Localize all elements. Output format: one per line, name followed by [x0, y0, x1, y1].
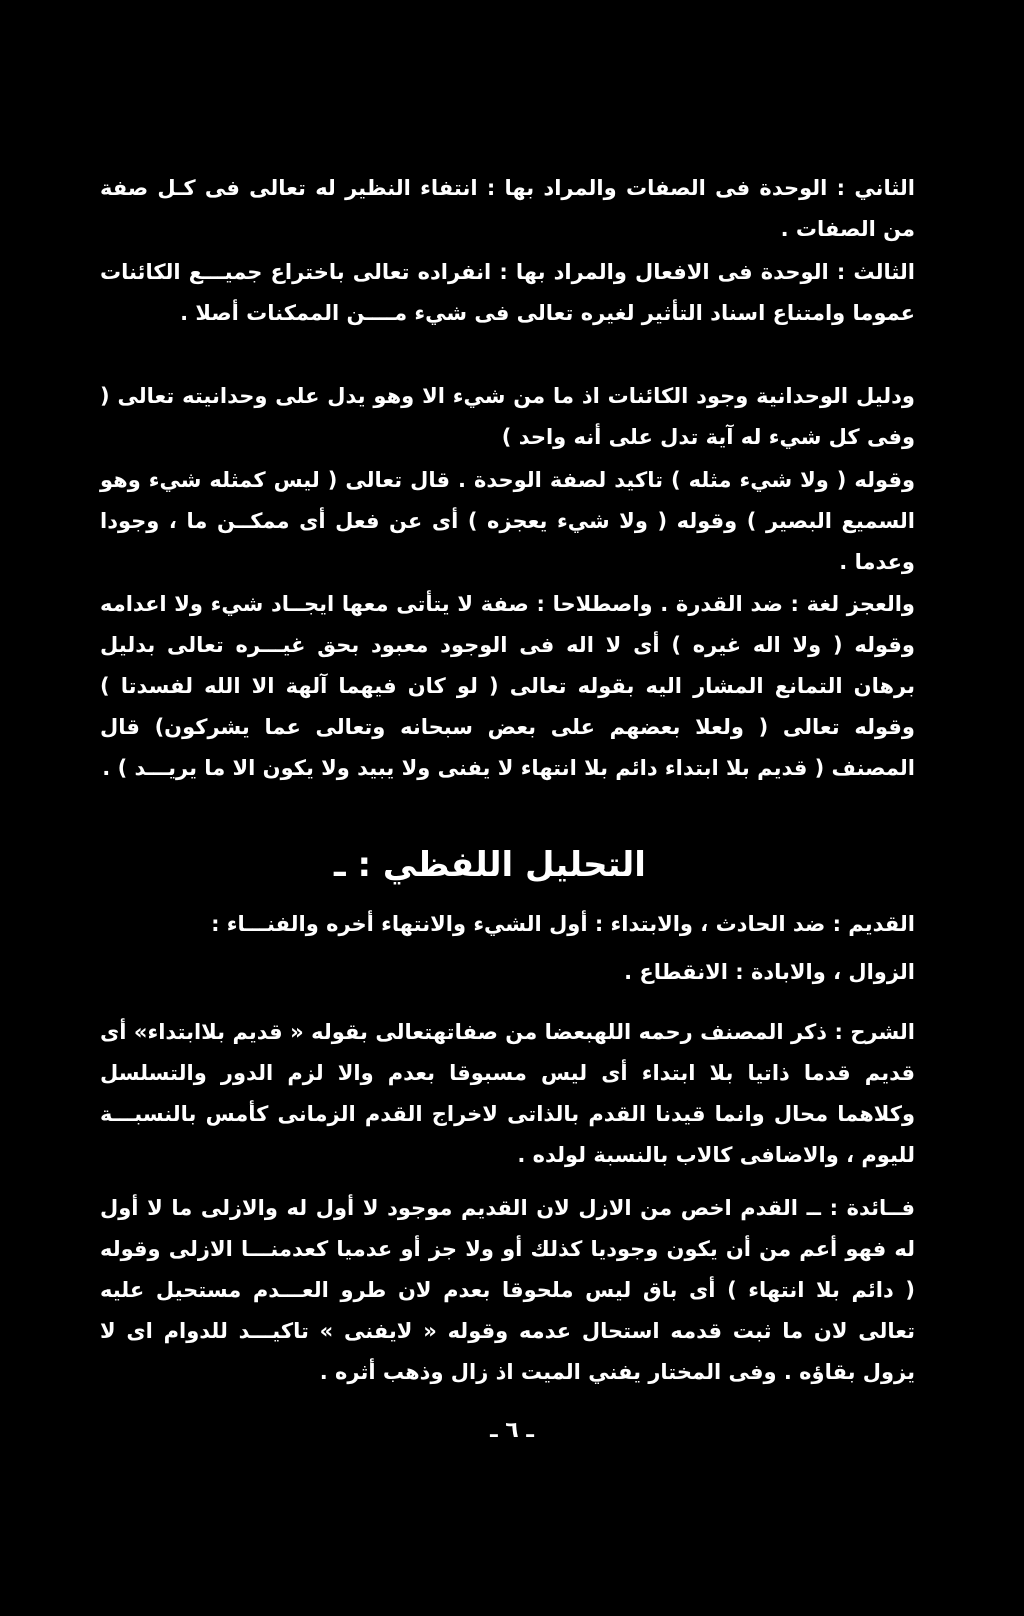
analysis-definitions-line: القديم : ضد الحادث ، والابتداء : أول الشيء والانتهاء أخره والفنـــاء :	[211, 912, 915, 936]
paragraph-oneness-actions: الثالث : الوحدة فى الافعال والمراد بها : انفراده تعالى باختراع جميـــع الكائنات عموما وامتناع اسناد التأثير لغيره تعالى فى شيء مــــن الممكنات أصلا .	[100, 260, 915, 325]
paragraph-oneness-attributes: الثاني : الوحدة فى الصفات والمراد بها : انتفاء النظير له تعالى فى كـل صفة من الصفات .	[100, 176, 915, 241]
analysis-definitions-continued: الزوال ، والابادة : الانقطاع .	[624, 960, 915, 984]
paragraph-proof-of-oneness: ودليل الوحدانية وجود الكائنات اذ ما من شيء الا وهو يدل على وحدانيته تعالى ( وفى كل شيء له آية تدل على أنه واحد )	[100, 384, 915, 449]
analysis-explanation: الشرح : ذكر المصنف رحمه اللهبعضا من صفاتهتعالى بقوله « قديم بلاابتداء» أى قديم قدما ذاتيا بلا ابتداء أى ليس مسبوقا بعدم والا لزم الدور والتسلسل وكلاهما محال وانما قيدنا القدم بالذاتى لاخراج القدم الزمانى كأمس بالنسبـــة لليوم ، والاضافى كالاب بالنسبة لولده .	[100, 1020, 915, 1167]
page-number: ـ ٦ ـ	[490, 1418, 534, 1443]
analysis-note: فــائدة : ــ القدم اخص من الازل لان القديم موجود لا أول له والازلى ما لا أول له فهو أعم من أن يكون وجوديا كذلك أو ولا جز أو عدميا كعدمنـــا الازلى وقوله ( دائم بلا انتهاء ) أى باق ليس ملحوقا بعدم لان طرو العـــدم مستحيل عليه تعالى لان ما ثبت قدمه استحال عدمه وقوله « لايفنى » تاكيـــد للدوام اى لا يزول بقاؤه . وفى المختار يفني الميت اذ زال وذهب أثره .	[100, 1196, 915, 1384]
paragraph-incapacity-definition: والعجز لغة : ضد القدرة . واصطلاحا : صفة لا يتأتى معها ايجــاد شيء ولا اعدامه وقوله ( ولا اله غيره ) أى لا اله فى الوجود معبود بحق غيـــره تعالى بدليل برهان التمانع المشار اليه بقوله تعالى ( لو كان فيهما آلهة الا الله لفسدتا ) وقوله تعالى ( ولعلا بعضهم على بعض سبحانه وتعالى عما يشركون) قال المصنف ( قديم بلا ابتداء دائم بلا انتهاء لا يفنى ولا يبيد ولا يكون الا ما يريـــد ) .	[100, 592, 915, 780]
section-heading: التحليل اللفظي : ـ	[334, 845, 646, 885]
paragraph-nothing-like-him: وقوله ( ولا شيء مثله ) تاكيد لصفة الوحدة . قال تعالى ( ليس كمثله شيء وهو السميع البصير ) وقوله ( ولا شيء يعجزه ) أى عن فعل أى ممكــن ما ، وجودا وعدما .	[100, 468, 915, 574]
